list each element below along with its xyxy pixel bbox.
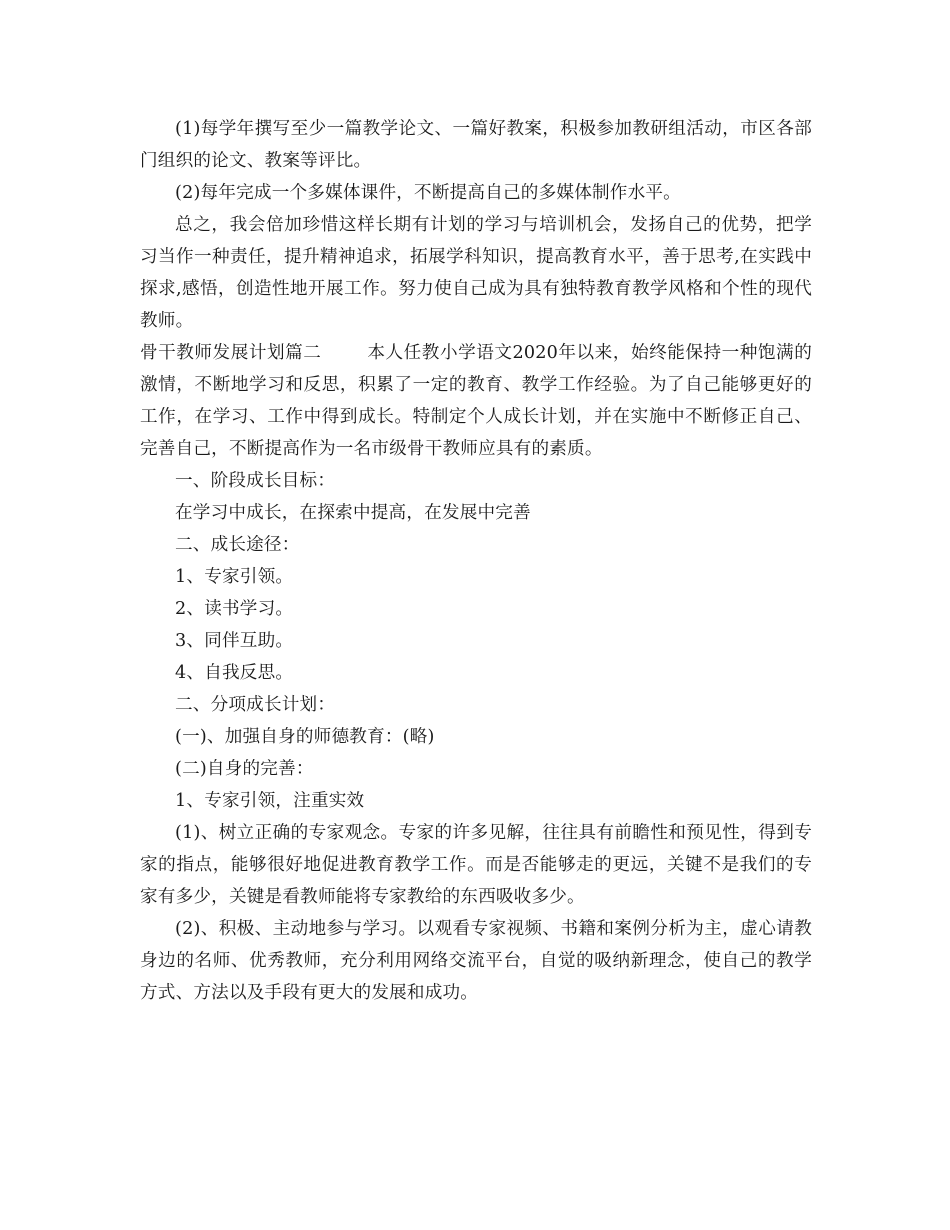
paragraph-4-text: 本人任教小学语文2020年以来，始终能保持一种饱满的激情，不断地学习和反思，积累了一定的教育、教学工作经验。为了自己能够更好的工作，在学习、工作中得到成长。特制定个人成长计划，并在实施中不断修正自己、完善自己，不断提高作为一名市级骨干教师应具有的素质。 bbox=[140, 343, 812, 459]
paragraph-12: 二、分项成长计划： bbox=[175, 695, 336, 715]
paragraph-13: (一)、加强自身的师德教育：(略) bbox=[175, 727, 435, 747]
paragraph-17: (2)、积极、主动地参与学习。以观看专家视频、书籍和案例分析为主，虚心请教身边的名师、优秀教师，充分利用网络交流平台，自觉的吸纳新理念，使自己的教学方式、方法以及手段有更大的发展和成功。 bbox=[140, 919, 812, 1003]
paragraph-11: 4、自我反思。 bbox=[175, 663, 294, 683]
paragraph-4 bbox=[140, 337, 812, 465]
paragraph-14: (二)自身的完善： bbox=[175, 759, 314, 779]
document-body bbox=[140, 113, 812, 1009]
paragraph-8: 1、专家引领。 bbox=[175, 567, 294, 587]
paragraph-5: 一、阶段成长目标： bbox=[175, 471, 336, 491]
paragraph-10: 3、同伴互助。 bbox=[175, 631, 294, 651]
paragraph-3: 总之，我会倍加珍惜这样长期有计划的学习与培训机会，发扬自己的优势，把学习当作一种责任，提升精神追求，拓展学科知识，提高教育水平，善于思考,在实践中探求,感悟，创造性地开展工作。努力使自己成为具有独特教育教学风格和个性的现代教师。 bbox=[140, 215, 812, 331]
paragraph-1: (1)每学年撰写至少一篇教学论文、一篇好教案，积极参加教研组活动，市区各部门组织的论文、教案等评比。 bbox=[140, 119, 812, 171]
paragraph-9: 2、读书学习。 bbox=[175, 599, 294, 619]
paragraph-2: (2)每年完成一个多媒体课件，不断提高自己的多媒体制作水平。 bbox=[175, 183, 681, 203]
paragraph-7: 二、成长途径： bbox=[175, 535, 300, 555]
paragraph-15: 1、专家引领，注重实效 bbox=[175, 791, 365, 811]
paragraph-16: (1)、树立正确的专家观念。专家的许多见解，往往具有前瞻性和预见性，得到专家的指点，能够很好地促进教育教学工作。而是否能够走的更远，关键不是我们的专家有多少，关键是看教师能将专家教给的东西吸收多少。 bbox=[140, 823, 812, 907]
paragraph-6: 在学习中成长，在探索中提高，在发展中完善 bbox=[175, 503, 531, 523]
section-heading: 骨干教师发展计划篇二 bbox=[140, 343, 322, 363]
